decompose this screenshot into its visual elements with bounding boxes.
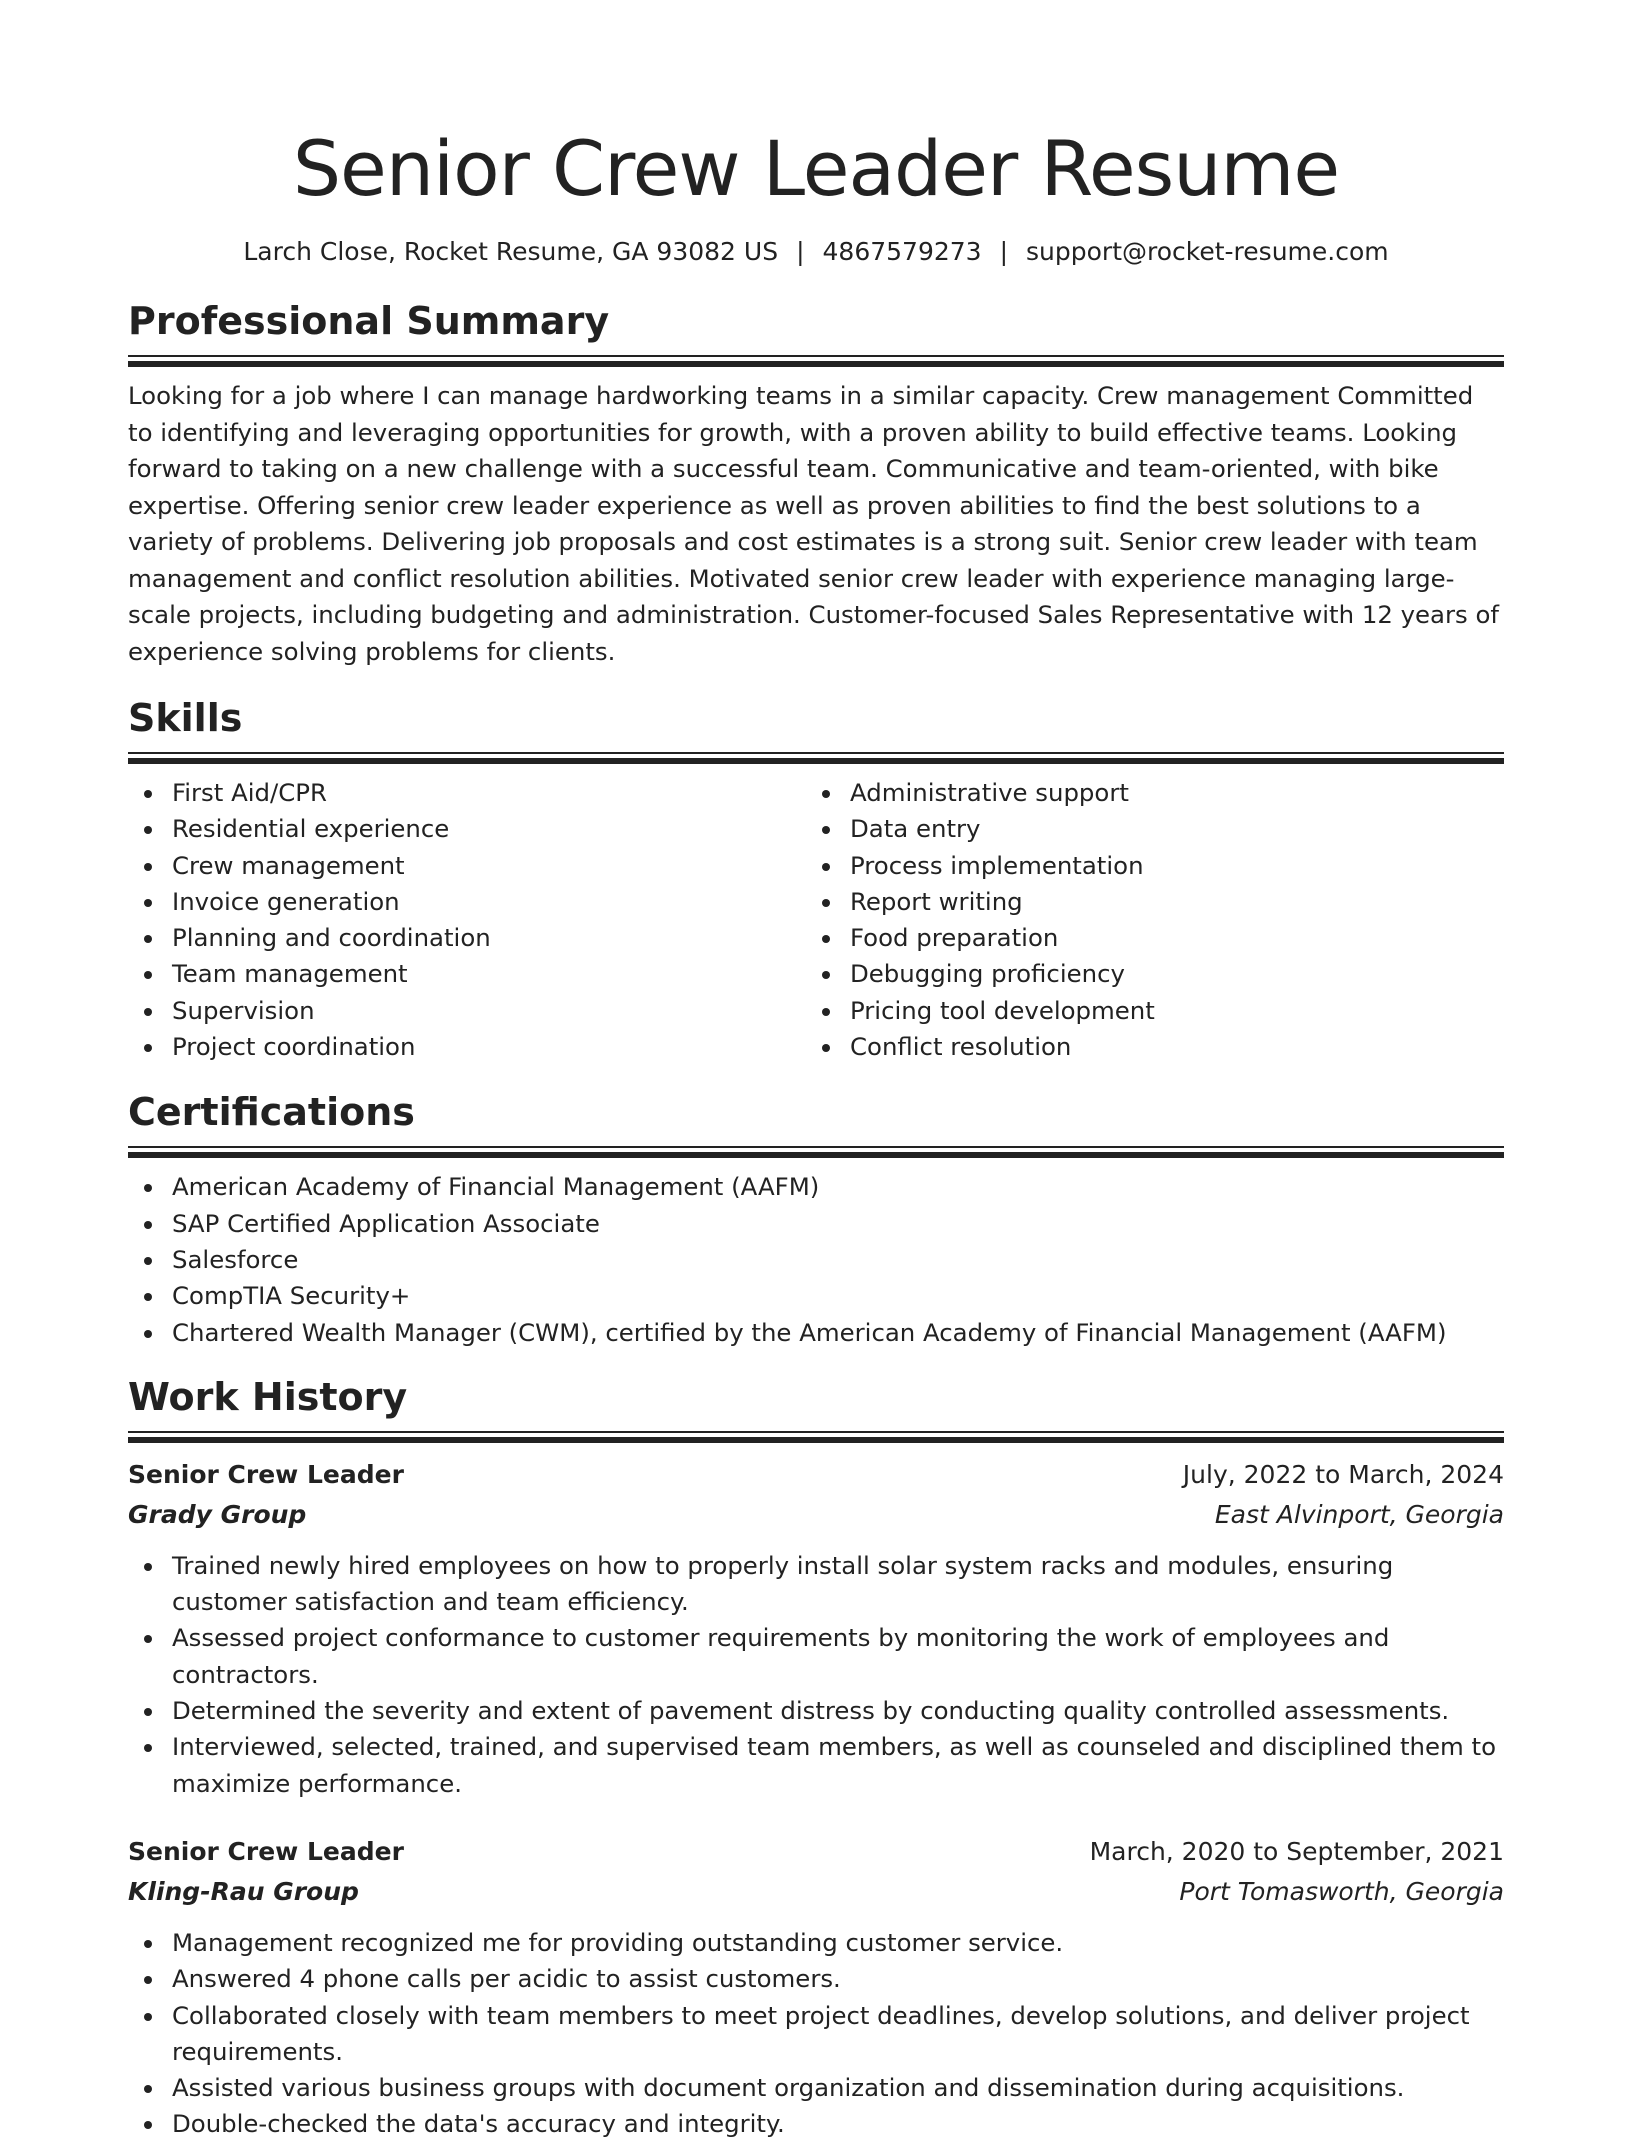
- summary-section: [128, 297, 1504, 670]
- resume-page: [128, 0, 1504, 2143]
- job-location: East Alvinport, Georgia: [1214, 1499, 1504, 1529]
- job-title: Senior Crew Leader: [128, 1459, 404, 1489]
- list-item: Invoice generation: [128, 884, 806, 920]
- section-divider: [128, 1431, 1504, 1443]
- job-dates: March, 2020 to September, 2021: [1089, 1836, 1504, 1866]
- summary-text: Looking for a job where I can manage hardworking teams in a similar capacity. Crew management Committed to identifying and leveraging opportunities for growth, with a proven ability to build effective teams. Looking forward to taking on a new challenge with a successful team. Communicative and team-oriented, with bike expertise. Offering senior crew leader experience as well as proven abilities to find the best solutions to a variety of problems. Delivering job proposals and cost estimates is a strong suit. Senior crew leader with team management and conflict resolution abilities. Motivated senior crew leader with experience managing large-scale projects, including budgeting and administration. Customer-focused Sales Representative with 12 years of experience solving problems for clients.: [128, 381, 1499, 666]
- skills-list-right: [806, 775, 1484, 1065]
- list-item: Project coordination: [128, 1029, 806, 1065]
- list-item: Administrative support: [806, 775, 1484, 811]
- certifications-section: [128, 1088, 1504, 1350]
- list-item: Interviewed, selected, trained, and supervised team members, as well as counseled and disciplined them to maximize performance.: [128, 1729, 1504, 1802]
- section-divider: [128, 752, 1504, 764]
- contact-phone: 4867579273: [822, 237, 982, 266]
- list-item: SAP Certified Application Associate: [128, 1206, 1504, 1242]
- contact-separator: |: [999, 237, 1009, 266]
- section-heading-summary: Professional Summary: [128, 299, 610, 343]
- certifications-list: [128, 1169, 1504, 1350]
- list-item: CompTIA Security+: [128, 1278, 1504, 1314]
- section-heading-certifications: Certifications: [128, 1090, 415, 1135]
- job-company: Grady Group: [128, 1499, 307, 1529]
- job-header: [128, 1832, 1504, 1872]
- job-dates: July, 2022 to March, 2024: [1182, 1459, 1504, 1489]
- section-divider: [128, 355, 1504, 367]
- list-item: Determined the severity and extent of pavement distress by conducting quality controlled assessments.: [128, 1693, 1504, 1729]
- skills-section: [128, 694, 1504, 1065]
- list-item: Planning and coordination: [128, 920, 806, 956]
- list-item: Crew management: [128, 848, 806, 884]
- job-subheader: [128, 1872, 1504, 1912]
- section-heading-skills: Skills: [128, 696, 243, 740]
- contact-address: Larch Close, Rocket Resume, GA 93082 US: [243, 237, 779, 266]
- job-bullets: [128, 1925, 1504, 2143]
- job-location: Port Tomasworth, Georgia: [1179, 1876, 1504, 1906]
- work-history-section: [128, 1373, 1504, 2143]
- list-item: Food preparation: [806, 920, 1484, 956]
- job-entry: [128, 1455, 1504, 1802]
- contact-email: support@rocket-resume.com: [1026, 237, 1389, 266]
- job-subheader: [128, 1495, 1504, 1535]
- list-item: Conflict resolution: [806, 1029, 1484, 1065]
- section-heading-work-history: Work History: [128, 1374, 408, 1419]
- list-item: Salesforce: [128, 1242, 1504, 1278]
- resume-title: Senior Crew Leader Resume: [292, 124, 1340, 213]
- list-item: Chartered Wealth Manager (CWM), certified by the American Academy of Financial Management (AAFM): [128, 1315, 1504, 1351]
- list-item: Assessed project conformance to customer requirements by monitoring the work of employees and contractors.: [128, 1620, 1504, 1693]
- job-title: Senior Crew Leader: [128, 1836, 404, 1866]
- skills-list-left: [128, 775, 806, 1065]
- list-item: Team management: [128, 956, 806, 992]
- list-item: Collaborated closely with team members to meet project deadlines, develop solutions, and deliver project requirements.: [128, 1998, 1504, 2071]
- section-divider: [128, 1146, 1504, 1158]
- list-item: Management recognized me for providing outstanding customer service.: [128, 1925, 1504, 1961]
- list-item: Report writing: [806, 884, 1484, 920]
- contact-separator: |: [796, 237, 805, 266]
- list-item: American Academy of Financial Management (AAFM): [128, 1169, 1504, 1205]
- list-item: Double-checked the data's accuracy and integrity.: [128, 2106, 1504, 2142]
- contact-line: [128, 235, 1504, 269]
- list-item: Residential experience: [128, 811, 806, 847]
- list-item: First Aid/CPR: [128, 775, 806, 811]
- list-item: Assisted various business groups with document organization and dissemination during acquisitions.: [128, 2070, 1504, 2106]
- skills-grid: [128, 775, 1504, 1065]
- list-item: Process implementation: [806, 848, 1484, 884]
- list-item: Data entry: [806, 811, 1484, 847]
- list-item: Supervision: [128, 993, 806, 1029]
- list-item: Debugging proficiency: [806, 956, 1484, 992]
- job-company: Kling-Rau Group: [128, 1876, 359, 1906]
- job-bullets: [128, 1548, 1504, 1802]
- job-header: [128, 1455, 1504, 1495]
- list-item: Answered 4 phone calls per acidic to assist customers.: [128, 1961, 1504, 1997]
- list-item: Pricing tool development: [806, 993, 1484, 1029]
- job-entry: [128, 1832, 1504, 2143]
- list-item: Trained newly hired employees on how to properly install solar system racks and modules, ensuring customer satisfaction and team efficiency.: [128, 1548, 1504, 1621]
